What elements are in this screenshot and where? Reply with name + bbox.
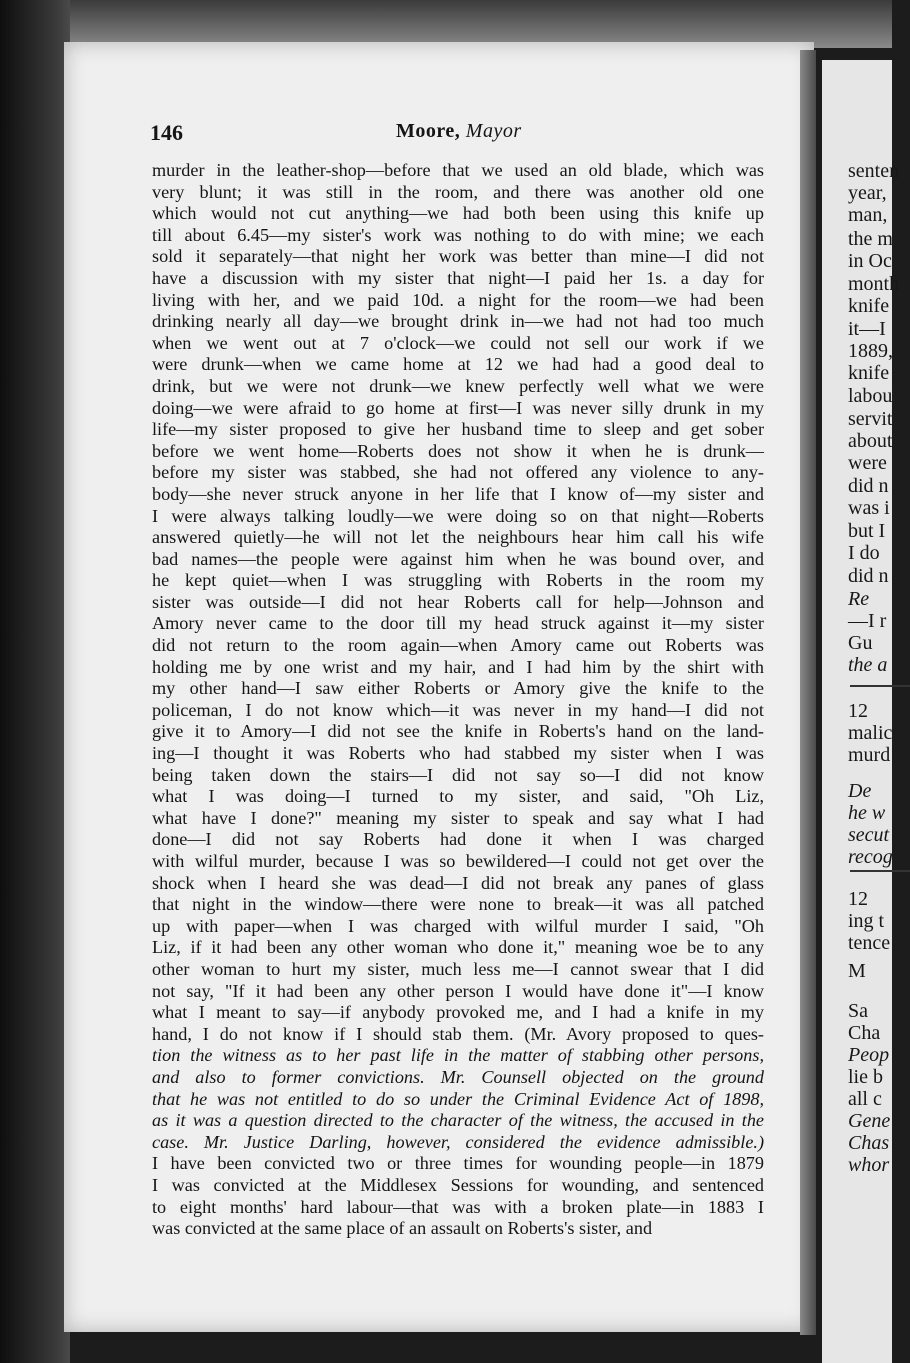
body-text bbox=[152, 160, 764, 1240]
text-line: very blunt; it was still in the room, and there was another old one bbox=[152, 181, 764, 202]
text-line: that he was not entitled to do so under the Criminal Evidence Act of 1898, bbox=[152, 1088, 764, 1109]
text-line: what I was doing—I turned to my sister, and said, "Oh Liz, bbox=[152, 786, 764, 807]
text-line: sister was outside—I did not hear Roberts call for help—Johnson and bbox=[152, 591, 764, 612]
text-line: I was convicted at the Middlesex Sessions for wounding, and sentenced bbox=[152, 1174, 764, 1195]
facing-page-text: about bbox=[848, 430, 893, 452]
facing-page-text: did n bbox=[848, 565, 889, 587]
book-spine bbox=[0, 0, 70, 1363]
text-line: I were always talking loudly—we were doing so on that night—Roberts bbox=[152, 505, 764, 526]
text-line: till about 6.45—my sister's work was nothing to do with mine; we each bbox=[152, 224, 764, 245]
text-line: doing—we were afraid to go home at first—I was never silly drunk in my bbox=[152, 397, 764, 418]
text-line: done—I did not say Roberts had done it when I was charged bbox=[152, 829, 764, 850]
text-line: have a discussion with my sister that night—I paid her 1s. a day for bbox=[152, 267, 764, 288]
text-line: up with paper—when I was charged with wilful murder I said, "Oh bbox=[152, 915, 764, 936]
facing-page-text: Cha bbox=[848, 1022, 881, 1044]
facing-page-text: in Oc bbox=[848, 250, 892, 272]
text-line: shock when I heard she was dead—I did not break any panes of glass bbox=[152, 872, 764, 893]
running-head-name: Moore, bbox=[396, 120, 461, 142]
facing-page-rule bbox=[850, 685, 910, 687]
text-line: body—she never struck anyone in her life that I know of—my sister and bbox=[152, 483, 764, 504]
facing-page-fragment bbox=[822, 60, 900, 1363]
facing-page-text: knife bbox=[848, 295, 890, 317]
facing-page-rule bbox=[850, 870, 910, 872]
text-line: policeman, I do not know which—it was never in my hand—I did not bbox=[152, 699, 764, 720]
text-line: murder in the leather-shop—before that we used an old blade, which was bbox=[152, 160, 764, 180]
facing-page-text: Peop bbox=[848, 1044, 890, 1066]
facing-page-text: the m bbox=[848, 228, 893, 250]
text-line: as it was a question directed to the character of the witness, the accused in the bbox=[152, 1110, 764, 1131]
text-line: I have been convicted two or three times for wounding people—in 1879 bbox=[152, 1153, 764, 1174]
facing-page-text: senten bbox=[848, 160, 900, 182]
text-line: being taken down the stairs—I did not say so—I did not know bbox=[152, 764, 764, 785]
text-line: drink, but we were not drunk—we knew perfectly well what we were bbox=[152, 375, 764, 396]
text-line: bad names—the people were against him when he was bound over, and bbox=[152, 548, 764, 569]
text-line: sold it separately—that night her work was better than mine—I did not bbox=[152, 246, 764, 267]
text-line: did not return to the room again—when Amory came out Roberts was bbox=[152, 635, 764, 656]
facing-page-text: M bbox=[848, 960, 866, 982]
text-line: tion the witness as to her past life in the matter of stabbing other persons, bbox=[152, 1045, 764, 1066]
text-line: my other hand—I saw either Roberts or Amory give the knife to the bbox=[152, 678, 764, 699]
text-line: were drunk—when we came home at 12 we had had a good deal to bbox=[152, 354, 764, 375]
text-line: was convicted at the same place of an assault on Roberts's sister, and bbox=[152, 1218, 653, 1239]
facing-page-text: malic bbox=[848, 722, 893, 744]
facing-page-text: Gu bbox=[848, 632, 873, 654]
text-line: before we went home—Roberts does not show it when he is drunk— bbox=[152, 440, 764, 461]
facing-page-text: all c bbox=[848, 1088, 882, 1110]
text-line: other woman to hurt my sister, much less me—I cannot swear that I did bbox=[152, 958, 764, 979]
facing-page-text: Sa bbox=[848, 1000, 868, 1022]
text-line: living with her, and we paid 10d. a night for the room—we had been bbox=[152, 289, 764, 310]
facing-page-text: 1889, bbox=[848, 340, 893, 362]
facing-page-text: year, bbox=[848, 182, 887, 204]
text-line: Liz, if it had been any other woman who done it," meaning woe be to any bbox=[152, 937, 764, 958]
text-line: answered quietly—he will not let the neighbours hear him call his wife bbox=[152, 527, 764, 548]
facing-page-text: lie b bbox=[848, 1066, 883, 1088]
text-line: and also to former convictions. Mr. Counsell objected on the ground bbox=[152, 1066, 764, 1087]
text-line: what I meant to say—if anybody provoked me, and I had a knife in my bbox=[152, 1002, 764, 1023]
facing-page-text: recog bbox=[848, 846, 893, 868]
facing-page-text: Chas bbox=[848, 1132, 890, 1154]
text-line: when we went out at 7 o'clock—we could not sell our work if we bbox=[152, 332, 764, 353]
page-gutter-shadow bbox=[800, 50, 816, 1335]
text-line: holding me by one wrist and my hair, and I had him by the shirt with bbox=[152, 656, 764, 677]
text-line: that night in the window—there were none to break—it was all patched bbox=[152, 894, 764, 915]
facing-page-text: I do bbox=[848, 542, 880, 564]
facing-page-text: Gene bbox=[848, 1110, 891, 1132]
facing-page-text: the a bbox=[848, 654, 888, 676]
text-line: case. Mr. Justice Darling, however, considered the evidence admissible.) bbox=[152, 1131, 764, 1152]
running-head-title: Mayor bbox=[465, 120, 522, 142]
page-header bbox=[150, 120, 750, 150]
facing-page-text: tence bbox=[848, 932, 891, 954]
text-line: drinking nearly all day—we brought drink in—we had not had too much bbox=[152, 311, 764, 332]
facing-page-text: De bbox=[848, 780, 872, 802]
text-line: before my sister was stabbed, she had not offered any violence to any- bbox=[152, 462, 764, 483]
facing-page-text: ing t bbox=[848, 910, 885, 932]
facing-page-text: man, bbox=[848, 204, 888, 226]
facing-page-text: was i bbox=[848, 497, 890, 519]
facing-page-text: knife bbox=[848, 362, 890, 384]
text-line: hand, I do not know if I should stab them. (Mr. Avory proposed to ques- bbox=[152, 1023, 764, 1044]
facing-page-text: were bbox=[848, 452, 887, 474]
text-line: Amory never came to the door till my head struck against it—my sister bbox=[152, 613, 764, 634]
text-line: not say, "If it had been any other person I would have done it"—I know bbox=[152, 980, 764, 1001]
text-line: he kept quiet—when I was struggling with Roberts in the room my bbox=[152, 570, 764, 591]
facing-page-text: 12 bbox=[848, 700, 868, 722]
facing-page-text: whor bbox=[848, 1154, 890, 1176]
facing-page-text: Re bbox=[848, 588, 870, 610]
facing-page-text: did n bbox=[848, 475, 889, 497]
text-line: ing—I thought it was Roberts who had stabbed my sister when I was bbox=[152, 743, 764, 764]
facing-page-text: secut bbox=[848, 824, 890, 846]
text-line: with wilful murder, because I was so bewildered—I could not get over the bbox=[152, 851, 764, 871]
text-line: which would not cut anything—we had both been using this knife up bbox=[152, 203, 764, 224]
facing-page-text: but I bbox=[848, 520, 886, 542]
facing-page-text: he w bbox=[848, 802, 886, 824]
text-line: give it to Amory—I did not see the knife in Roberts's hand on the land- bbox=[152, 721, 764, 742]
page-number: 146 bbox=[150, 120, 183, 145]
facing-page-text: it—I bbox=[848, 318, 886, 340]
text-line: to eight months' hard labour—that was with a broken plate—in 1883 I bbox=[152, 1196, 764, 1217]
facing-page-text: murd bbox=[848, 744, 891, 766]
facing-page-text: month bbox=[848, 273, 900, 295]
scan-top-border bbox=[0, 0, 892, 48]
facing-page-text: servit bbox=[848, 408, 893, 430]
facing-page-text: —I r bbox=[848, 610, 887, 632]
facing-page-text: 12 bbox=[848, 888, 868, 910]
text-line: life—my sister proposed to give her husband time to sleep and get sober bbox=[152, 419, 764, 440]
running-head bbox=[396, 120, 522, 143]
text-line: what have I done?" meaning my sister to speak and say what I had bbox=[152, 807, 764, 828]
facing-page-text: labou bbox=[848, 385, 893, 407]
